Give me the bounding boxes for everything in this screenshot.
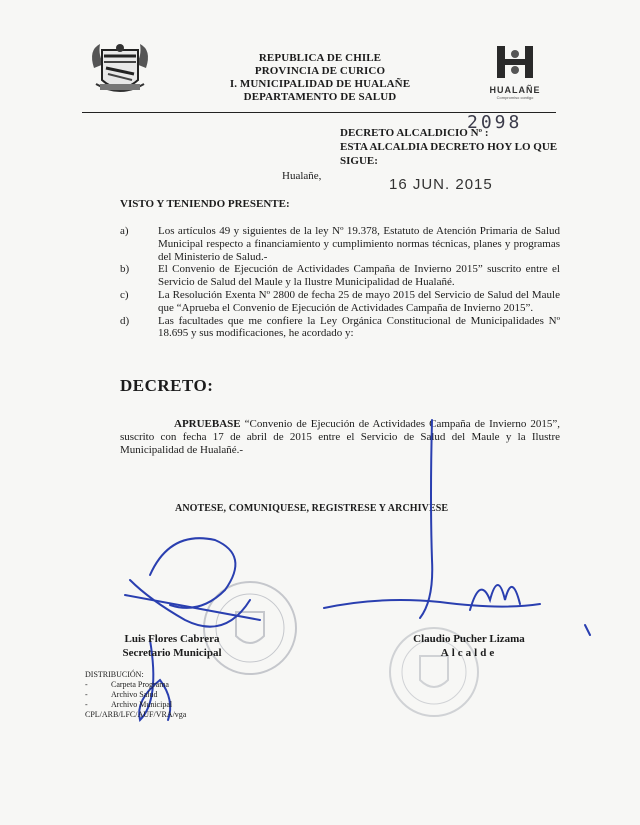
header-line-republic: REPUBLICA DE CHILE bbox=[258, 52, 382, 64]
item-text: Las facultades que me confiere la Ley Orgánica Constitucional de Municipalidades Nº 18.695 y sus modificaciones, he acordado y: bbox=[158, 314, 560, 340]
header-line-province: PROVINCIA DE CURICO bbox=[254, 65, 386, 77]
list-item bbox=[120, 315, 560, 341]
distribution-label: DISTRIBUCIÓN: bbox=[85, 670, 144, 679]
item-letter: b) bbox=[120, 263, 130, 276]
header-line-municipality: I. MUNICIPALIDAD DE HUALAÑE bbox=[229, 78, 411, 90]
decree-heading-line: ESTA ALCALDIA DECRETO HOY LO QUE SIGUE: bbox=[340, 141, 558, 167]
decree-number-label: DECRETO ALCALDICIO Nº : bbox=[340, 127, 489, 139]
item-text: Los artículos 49 y siguientes de la ley Nº 19.378, Estatuto de Atención Primaria de Salud Municipal respecto a financiamiento y cumplimiento normas técnicas, planes y programas del Ministerio de Salud.- bbox=[158, 225, 560, 263]
signatory-name: Claudio Pucher Lizama bbox=[413, 633, 525, 645]
list-item: - Archivo Municipal bbox=[85, 700, 173, 709]
list-item bbox=[120, 263, 560, 289]
list-item: - Carpeta Programa bbox=[85, 680, 169, 689]
item-letter: d) bbox=[120, 314, 130, 327]
item-letter: c) bbox=[120, 288, 129, 301]
institution-header bbox=[200, 52, 440, 104]
signatory-name: Luis Flores Cabrera bbox=[124, 633, 220, 645]
place-label: Hualañe, bbox=[282, 170, 322, 182]
visto-heading: VISTO Y TENIENDO PRESENTE: bbox=[120, 198, 290, 210]
decree-number-stamp: 2098 bbox=[467, 112, 523, 133]
distribution-initials: CPL/ARB/LFC/AUF/VRA/vga bbox=[85, 710, 187, 719]
aprueba-keyword: APRUEBASE bbox=[174, 418, 241, 430]
municipal-crest-icon bbox=[84, 40, 156, 100]
signatory-title: Secretario Municipal bbox=[122, 647, 222, 659]
item-text: El Convenio de Ejecución de Actividades Campaña de Invierno 2015” suscrito entre el Servicio de Salud del Maule y la Ilustre Municipalidad de Hualañé. bbox=[158, 263, 560, 289]
signatory-title: Alcalde bbox=[440, 647, 498, 659]
list-item: - Archivo Salud bbox=[85, 690, 158, 699]
date-stamp: 16 JUN. 2015 bbox=[389, 176, 493, 193]
anotese-line: ANOTESE, COMUNIQUESE, REGISTRESE Y ARCHIVESE bbox=[175, 503, 449, 514]
hualane-h-icon bbox=[493, 44, 537, 80]
list-item bbox=[120, 225, 560, 263]
signature-left bbox=[112, 632, 232, 660]
item-letter: a) bbox=[120, 225, 129, 237]
header-line-department: DEPARTAMENTO DE SALUD bbox=[243, 91, 397, 103]
decreto-title: DECRETO: bbox=[120, 376, 214, 395]
aprueba-paragraph bbox=[120, 418, 560, 457]
distribution-list bbox=[85, 670, 186, 720]
list-item bbox=[120, 289, 560, 315]
considerations-list bbox=[120, 225, 560, 340]
logo-slogan: Compromiso contigo bbox=[496, 95, 534, 100]
aprueba-text: “Convenio de Ejecución de Actividades Campaña de Invierno 2015”, suscrito con fecha 17 de abril de 2015 entre el Servicio de Salud del Maule y la Ilustre Municipalidad de Hualañé.- bbox=[120, 418, 560, 456]
item-text: La Resolución Exenta Nº 2800 de fecha 25 de mayo 2015 del Servicio de Salud del Maule que “Aprueba el Convenio de Ejecución de Actividades Campaña de Invierno 2015”. bbox=[158, 288, 560, 314]
left-seal-icon bbox=[204, 582, 296, 674]
logo-name: HUALAÑE bbox=[489, 85, 541, 95]
decree-heading bbox=[340, 126, 560, 168]
hualane-logo bbox=[484, 44, 546, 100]
signature-right bbox=[404, 632, 534, 660]
